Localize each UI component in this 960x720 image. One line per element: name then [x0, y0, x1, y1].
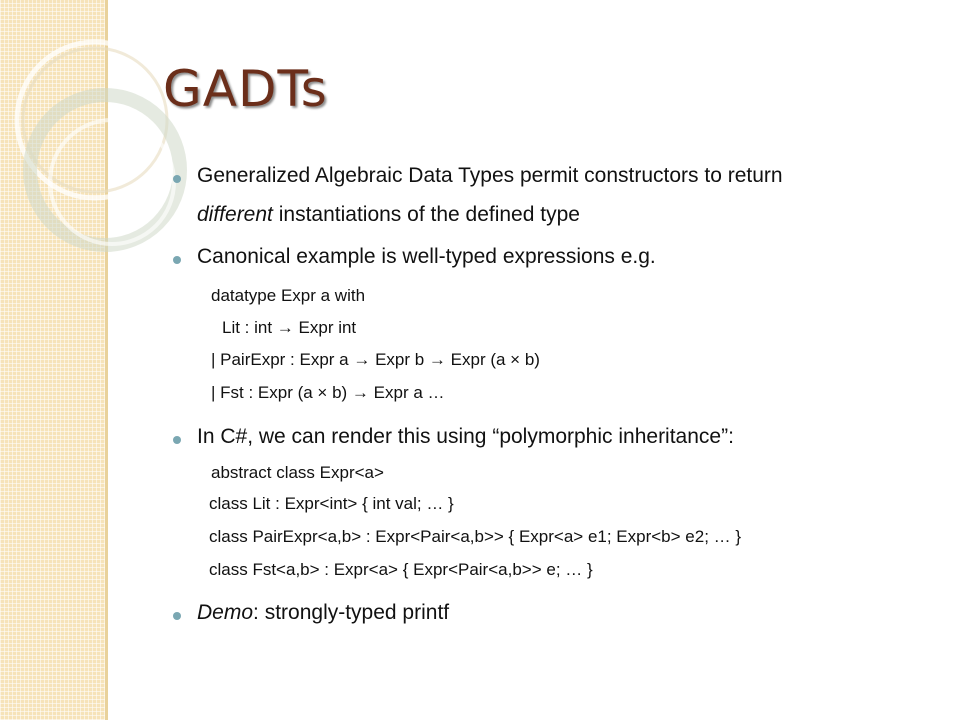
bullet-2-text: Canonical example is well-typed expressions e.g.: [197, 245, 656, 268]
code-line: datatype Expr a with: [211, 286, 366, 305]
code-line: class Lit : Expr<int> { int val; … }: [209, 494, 454, 513]
bullet-dot: [173, 436, 181, 444]
emphasis-demo: Demo: [197, 601, 254, 624]
bullet-3-text: In C#, we can render this using “polymorphic inheritance”:: [197, 425, 734, 448]
emphasis-different: different: [197, 203, 273, 226]
code-line: | PairExpr : Expr a → Expr b → Expr (a × b): [211, 350, 540, 369]
code-line: class PairExpr<a,b> : Expr<Pair<a,b>> { Expr<a> e1; Expr<b> e2; … }: [209, 527, 742, 546]
bullet-dot: [173, 175, 181, 183]
bullet-4-text: [197, 601, 449, 625]
decorative-rings: [0, 0, 240, 280]
bullet-dot: [173, 612, 181, 620]
bullet-1-line-1: Generalized Algebraic Data Types permit constructors to return: [197, 164, 783, 187]
code-line: | Fst : Expr (a × b) → Expr a …: [211, 383, 445, 402]
slide-title: GADTs: [163, 60, 328, 118]
code-line: class Fst<a,b> : Expr<a> { Expr<Pair<a,b>> e; … }: [209, 560, 593, 579]
bullet-4-rest: : strongly-typed printf: [253, 601, 450, 624]
bullet-1-line-2: [197, 203, 580, 227]
code-line: abstract class Expr<a>: [211, 463, 384, 482]
bullet-dot: [173, 256, 181, 264]
code-line: Lit : int → Expr int: [222, 318, 357, 337]
bullet-1-line-2-rest: instantiations of the defined type: [272, 203, 580, 226]
